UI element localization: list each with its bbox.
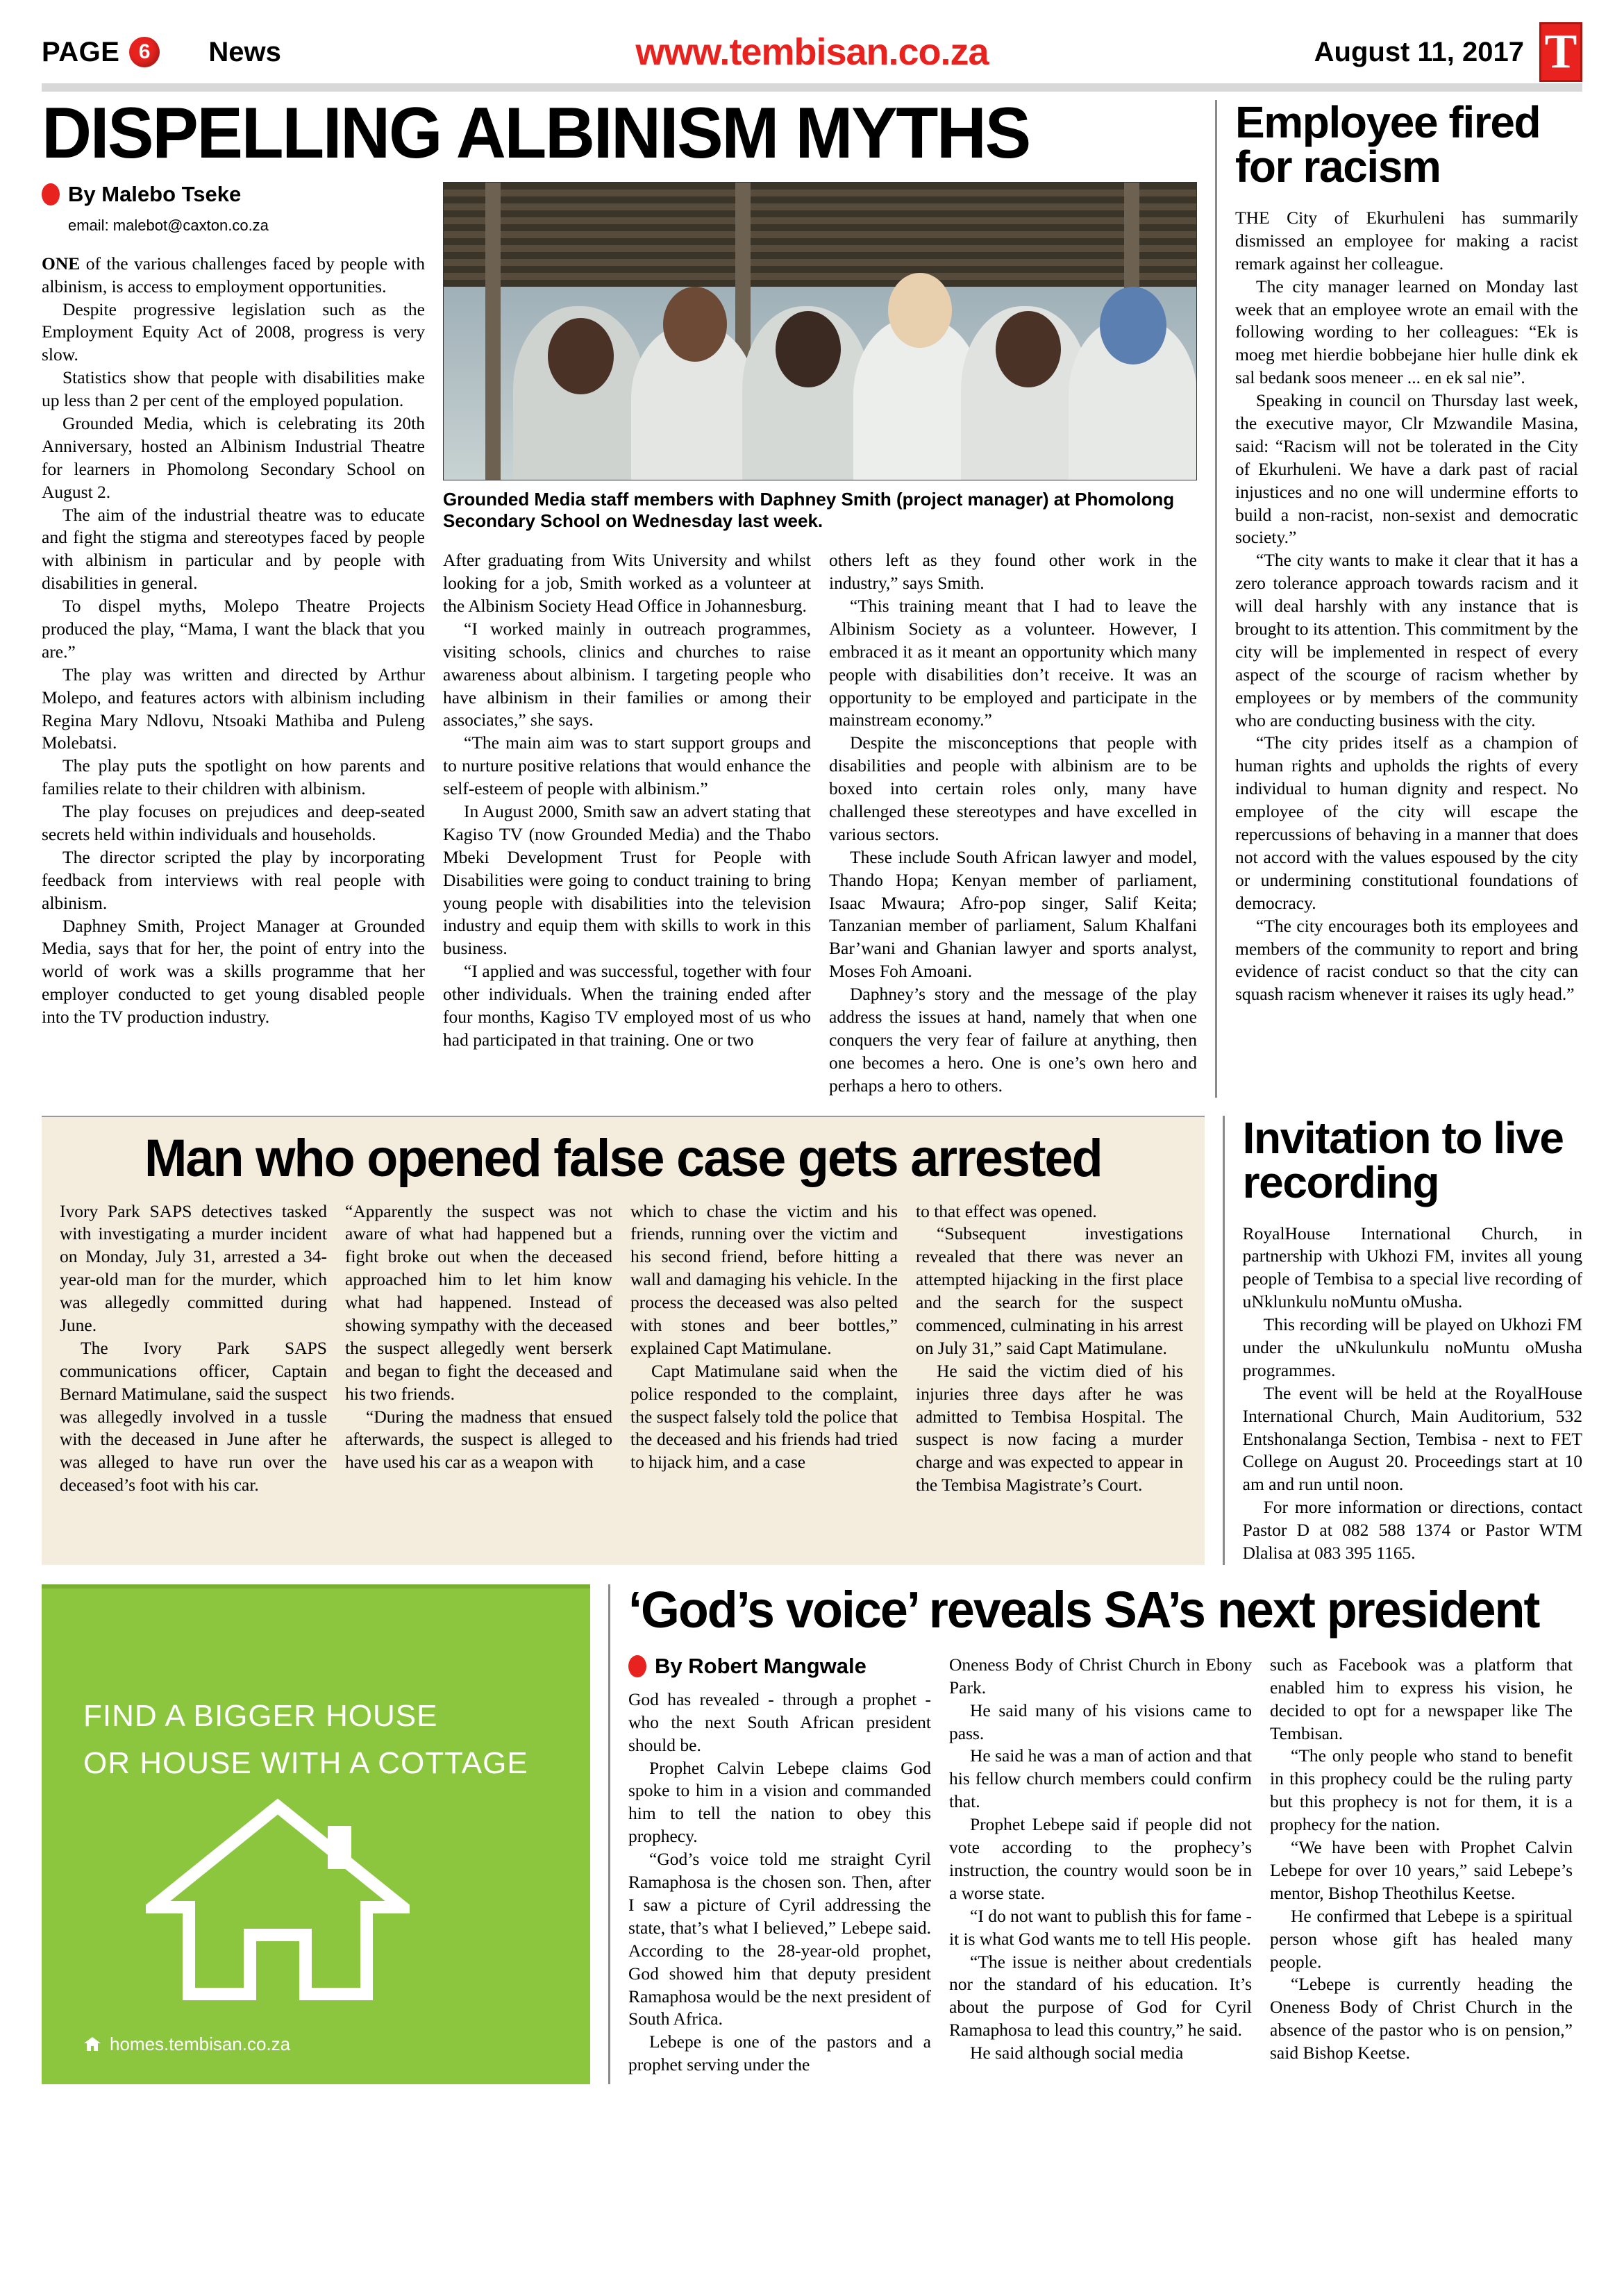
racism-headline: Employee fired for racism [1235,97,1541,192]
paragraph: RoyalHouse International Church, in partnership with Ukhozi FM, invites all young people of Tembisa to a special live recording of uNklunkulu noMuntu oMusha. [1242,1223,1582,1312]
gods-voice-article [610,1580,1582,2084]
photo-person-head [776,311,841,387]
home-small-icon [83,2036,101,2052]
photo-roof [444,183,1196,287]
paragraph: The city manager learned on Monday last week that an employee wrote an email with the following wording to her colleagues: “Ek is moeg met hierdie bobbejane hier hulle dink ek sal bedank soos meneer ... en ek sal nie”. [1235,276,1578,388]
top-section [42,93,1582,1098]
paragraph: others left as they found other work in the industry,” says Smith. [829,550,1197,594]
paragraph: Grounded Media, which is celebrating its 20th Anniversary, hosted an Albinism Industrial Theatre for learners in Phomolong Secondary School on August 2. [42,412,425,502]
albinism-lower-columns [443,549,1197,1097]
masthead-divider [42,83,1582,92]
paragraph: Prophet Lebepe said if people did not vote according to the prophecy’s instruction, the country would soon be in a worse state. [949,1814,1252,1903]
homes-advertisement[interactable] [42,1584,590,2084]
masthead [42,0,1582,76]
albinism-byline [42,182,425,207]
paragraph: THE City of Ekurhuleni has summarily dismissed an employee for making a racist remark against her colleague. [1235,208,1578,274]
page-number-badge: 6 [129,37,160,67]
paragraph: such as Facebook was a platform that enabled him to express his vision, he decided to opt for a newspaper like The Tembisan. [1270,1654,1573,1743]
paragraph: He confirmed that Lebepe is a spiritual person whose gift has healed many people. [1270,1905,1573,1972]
byline-dot-icon [42,183,60,206]
ad-line-2: OR HOUSE WITH A COTTAGE [83,1746,528,1781]
paragraph: These include South African lawyer and model, Thando Hopa; Kenyan member of parliament, Isaac Mwaura; Afro-pop singer, Salif Keita; Tanzanian member of parliament, Salum Khalfani Bar’wani and Ghanian lawyer and sports analyst, Moses Foh Amoani. [829,846,1197,982]
paragraph: Speaking in council on Thursday last week, the executive mayor, Clr Mzwandile Masina, said: “Racism will not be tolerated in the City of Ekurhuleni. We have a dark past of racial injustices and no one will undermine efforts to build a non-racist, non-sexist and democratic society.” [1235,390,1578,548]
albinism-col2-body [443,549,811,1097]
paragraph: The director scripted the play by incorporating feedback from interviews with real people with albinism. [42,846,425,913]
paragraph: “The issue is neither about credentials nor the standard of his education. It’s about the purpose of God for Cyril Ramaphosa to lead this country,” he said. [949,1951,1252,2041]
invitation-article [1225,1112,1582,1565]
gods-voice-columns [628,1654,1582,2077]
albinism-headline: DISPELLING ALBINISM MYTHS [42,93,1030,174]
paragraph: “We have been with Prophet Calvin Lebepe for over 10 years,” said Lebepe’s mentor, Bishop Theothilus Keetse. [1270,1837,1573,1903]
paragraph: “During the madness that ensued afterwards, the suspect is alleged to have used his car as a weapon with [345,1406,612,1473]
false-case-col2 [345,1200,612,1498]
albinism-article [42,93,1215,1098]
false-case-article [42,1116,1205,1565]
gods-voice-byline [628,1654,931,1679]
paragraph: To dispel myths, Molepo Theatre Projects produced the play, “Mama, I want the black that you are.” [42,596,425,662]
paragraph: Statistics show that people with disabilities make up less than 2 per cent of the employed population. [42,367,425,411]
paragraph: Lebepe is one of the pastors and a prophet serving under the [628,2031,931,2075]
byline-text: By Malebo Tseke [68,181,242,206]
albinism-col3-body [829,549,1197,1097]
paragraph: “The city encourages both its employees and members of the community to report and bring evidence of racist conduct so that the city can squash racism whenever it raises its ugly head.” [1235,915,1578,1005]
paragraph: “I worked mainly in outreach programmes, visiting schools, clinics and churches to raise awareness about albinism. I targeting people who have albinism in their families or among their associates,” she says. [443,618,811,730]
paragraph: “The main aim was to start support groups and to nurture positive relations that would enhance the self-esteem of people with albinism.” [443,732,811,799]
issue-date: August 11, 2017 [1314,36,1524,67]
paragraph: “Subsequent investigations revealed that there was never an attempted hijacking in the first place and the search for the suspect commenced, culminating in his arrest on July 31,” said Capt Matimulane. [916,1223,1183,1358]
paragraph: He said many of his visions came to pass. [949,1700,1252,1743]
paragraph: Capt Matimulane said when the police responded to the complaint, the suspect falsely told the police that the deceased and his friends had tried to hijack him, and a case [630,1360,898,1473]
paragraph: The Ivory Park SAPS communications officer, Captain Bernard Matimulane, said the suspect was allegedly involved in a tussle with the deceased in June after he was alleged to have run over the deceased’s foot with his car. [60,1337,327,1495]
bottom-section [42,1580,1582,2084]
paragraph: The event will be held at the RoyalHouse International Church, Main Auditorium, 532 Entshonalanga Section, Tembisa - next to FET College on August 20. Proceedings start at 10 am and run until noon. [1242,1382,1582,1495]
paragraph: In August 2000, Smith saw an advert stating that Kagiso TV (now Grounded Media) and the Thabo Mbeki Development Trust for People with Disabilities were going to conduct training to bring young people with disabilities into the television industry and equip them with skills to work in this business. [443,801,811,959]
albinism-col1-body [42,253,425,1029]
paragraph: For more information or directions, contact Pastor D at 082 588 1374 or Pastor WTM Dlalisa at 083 395 1165. [1242,1497,1582,1564]
paragraph: He said he was a man of action and that his fellow church members could confirm that. [949,1745,1252,1812]
paragraph: “Apparently the suspect was not aware of what had happened but a fight broke out when the deceased approached him to let him know what had happened. Instead of showing sympathy with the deceased the suspect allegedly went berserk and began to fight the deceased and his two friends. [345,1200,612,1404]
paragraph: ONE of the various challenges faced by people with albinism, is access to employment opportunities. [42,253,425,296]
paragraph: Despite progressive legislation such as the Employment Equity Act of 2008, progress is very slow. [42,299,425,365]
photo-caption: Grounded Media staff members with Daphney Smith (project manager) at Phomolong Secondary School on Wednesday last week. [443,488,1175,532]
paragraph: “I do not want to publish this for fame - it is what God wants me to tell His people. [949,1905,1252,1949]
albinism-column-1 [42,182,425,1098]
paragraph: Daphney Smith, Project Manager at Grounded Media, says that for her, the point of entry into the world of work was a skills programme that her employer conducted to get young disabled people into the TV production industry. [42,915,425,1028]
paragraph: The play was written and directed by Arthur Molepo, and features actors with albinism including Regina Mary Ndlovu, Ntsoaki Mathiba and Puleng Molebatsi. [42,664,425,753]
ad-line-1: FIND A BIGGER HOUSE [83,1698,438,1733]
paragraph: Prophet Calvin Lebepe claims God spoke to him in a vision and commanded him to tell the nation to obey this prophecy. [628,1757,931,1847]
paragraph: Ivory Park SAPS detectives tasked with investigating a murder incident on Monday, July 31, arrested a 34-year-old man for the murder, which was allegedly committed during June. [60,1200,327,1336]
house-icon [146,1793,410,2001]
photo-person-head [996,311,1061,387]
paragraph: The aim of the industrial theatre was to educate and fight the stigma and stereotypes faced by people with albinism in particular and by people with disabilities in general. [42,504,425,594]
ad-url-text: homes.tembisan.co.za [110,2033,291,2054]
paragraph: The play puts the spotlight on how parents and families relate to their children with albinism. [42,755,425,799]
paragraph: Oneness Body of Christ Church in Ebony Park. [949,1654,1252,1698]
paragraph: Daphney’s story and the message of the play address the issues at hand, namely that when one conquers the very fear of failure at anything, then one becomes a hero. One is one’s own hero and perhaps a hero to others. [829,984,1197,1096]
ad-url[interactable] [83,2034,290,2055]
gods-voice-col2-body [949,1654,1252,2077]
page-label-text: PAGE [42,36,120,67]
gods-voice-col1 [628,1654,931,2077]
tembisan-logo-icon: T [1539,22,1582,82]
albinism-lead-row [42,182,1197,1098]
byline-text: By Robert Mangwale [655,1653,867,1678]
paragraph: The play focuses on prejudices and deep-seated secrets held within individuals and households. [42,801,425,845]
paragraph: “The only people who stand to benefit in this prophecy could be the ruling party but this prophecy is not for them, it is a prophecy for the nation. [1270,1745,1573,1835]
paragraph: which to chase the victim and his friends, running over the victim and his second friend, before hitting a wall and damaging his vehicle. In the process the deceased was also pelted with stones and beer bottles,” explained Capt Matimulane. [630,1200,898,1358]
paragraph: “I applied and was successful, together with four other individuals. When the training ended after four months, Kagiso TV employed most of us who had participated in that training. One or two [443,961,811,1050]
racism-article [1217,97,1578,1098]
false-case-col4 [916,1200,1183,1498]
gods-voice-headline: ‘God’s voice’ reveals SA’s next president [628,1580,1539,1639]
photo-person-headwrap [1100,287,1166,364]
paragraph: to that effect was opened. [916,1200,1097,1221]
albinism-photo-block [443,182,1197,1098]
invitation-headline: Invitation to live recording [1242,1112,1564,1207]
photo-person-head [888,273,952,348]
paragraph: He said the victim died of his injuries three days after he was admitted to Tembisa Hospital. The suspect is now facing a murder charge and was expected to appear in the Tembisa Magistrate’s Court. [916,1360,1183,1495]
photo-post [485,183,501,480]
false-case-columns [60,1200,1187,1498]
ad-copy [83,1693,562,1787]
byline-dot-icon [628,1655,646,1677]
racism-body [1235,207,1578,1006]
gods-voice-col3-body [1270,1654,1573,2077]
middle-section [42,1112,1582,1565]
paragraph: “The city wants to make it clear that it has a zero tolerance approach towards racism and it will deal harshly with any instance that is brought to its attention. This commitment by the city will be implemented in respect of every aspect of the scourge of racism whether by employees or by members of the community who are conducting business with the city. [1235,550,1578,730]
albinism-byline-email: email: malebot@caxton.co.za [68,216,269,234]
paragraph: Despite the misconceptions that people with disabilities and people with albinism are to be boxed into certain roles only, many have challenged these stereotypes and have excelled in various sectors. [829,732,1197,844]
page-indicator [42,37,160,68]
paragraph: This recording will be played on Ukhozi FM under the uNkulunkulu noMuntu oMusha programmes. [1242,1314,1582,1380]
section-name: News [208,36,281,67]
gods-voice-col1-body [628,1689,931,2077]
paragraph: God has revealed - through a prophet - who the next South African president should be. [628,1689,931,1755]
paragraph: He said although social media [970,2043,1184,2063]
paragraph: After graduating from Wits University and whilst looking for a job, Smith worked as a volunteer at the Albinism Society Head Office in Johannesburg. [443,550,811,616]
invitation-body [1243,1223,1582,1565]
photo-person-head [548,318,614,394]
grounded-media-group-photo [443,182,1197,480]
false-case-headline: Man who opened false case gets arrested [144,1128,1102,1188]
paragraph: “This training meant that I had to leave the Albinism Society as a volunteer. However, I embraced it as it meant an opportunity which many people with disabilities don’t receive. It was an opportunity to be employed and participate in the mainstream economy.” [829,595,1197,730]
false-case-col3 [630,1200,898,1498]
photo-person-head [663,287,727,362]
paragraph: “Lebepe is currently heading the Oneness Body of Christ Church in the absence of the pastor who is on pension,” said Bishop Keetse. [1270,1974,1573,2063]
website-url[interactable]: www.tembisan.co.za [635,31,989,73]
paragraph: “God’s voice told me straight Cyril Ramaphosa is the chosen son. Then, after I saw a picture of Cyril addressing the state, that’s what I believed,” Lebepe said. According to the 28-year-old prophet, God showed him that deputy president Ramaphosa would be the next president of South Africa. [628,1849,931,2029]
paragraph: “The city prides itself as a champion of human rights and upholds the rights of every individual to human dignity and respect. No employee of the city will escape the repercussions of behaving in a manner that does not accord with the values espoused by the city or undermining constitutional foundations of democracy. [1235,732,1578,913]
false-case-col1 [60,1200,327,1498]
